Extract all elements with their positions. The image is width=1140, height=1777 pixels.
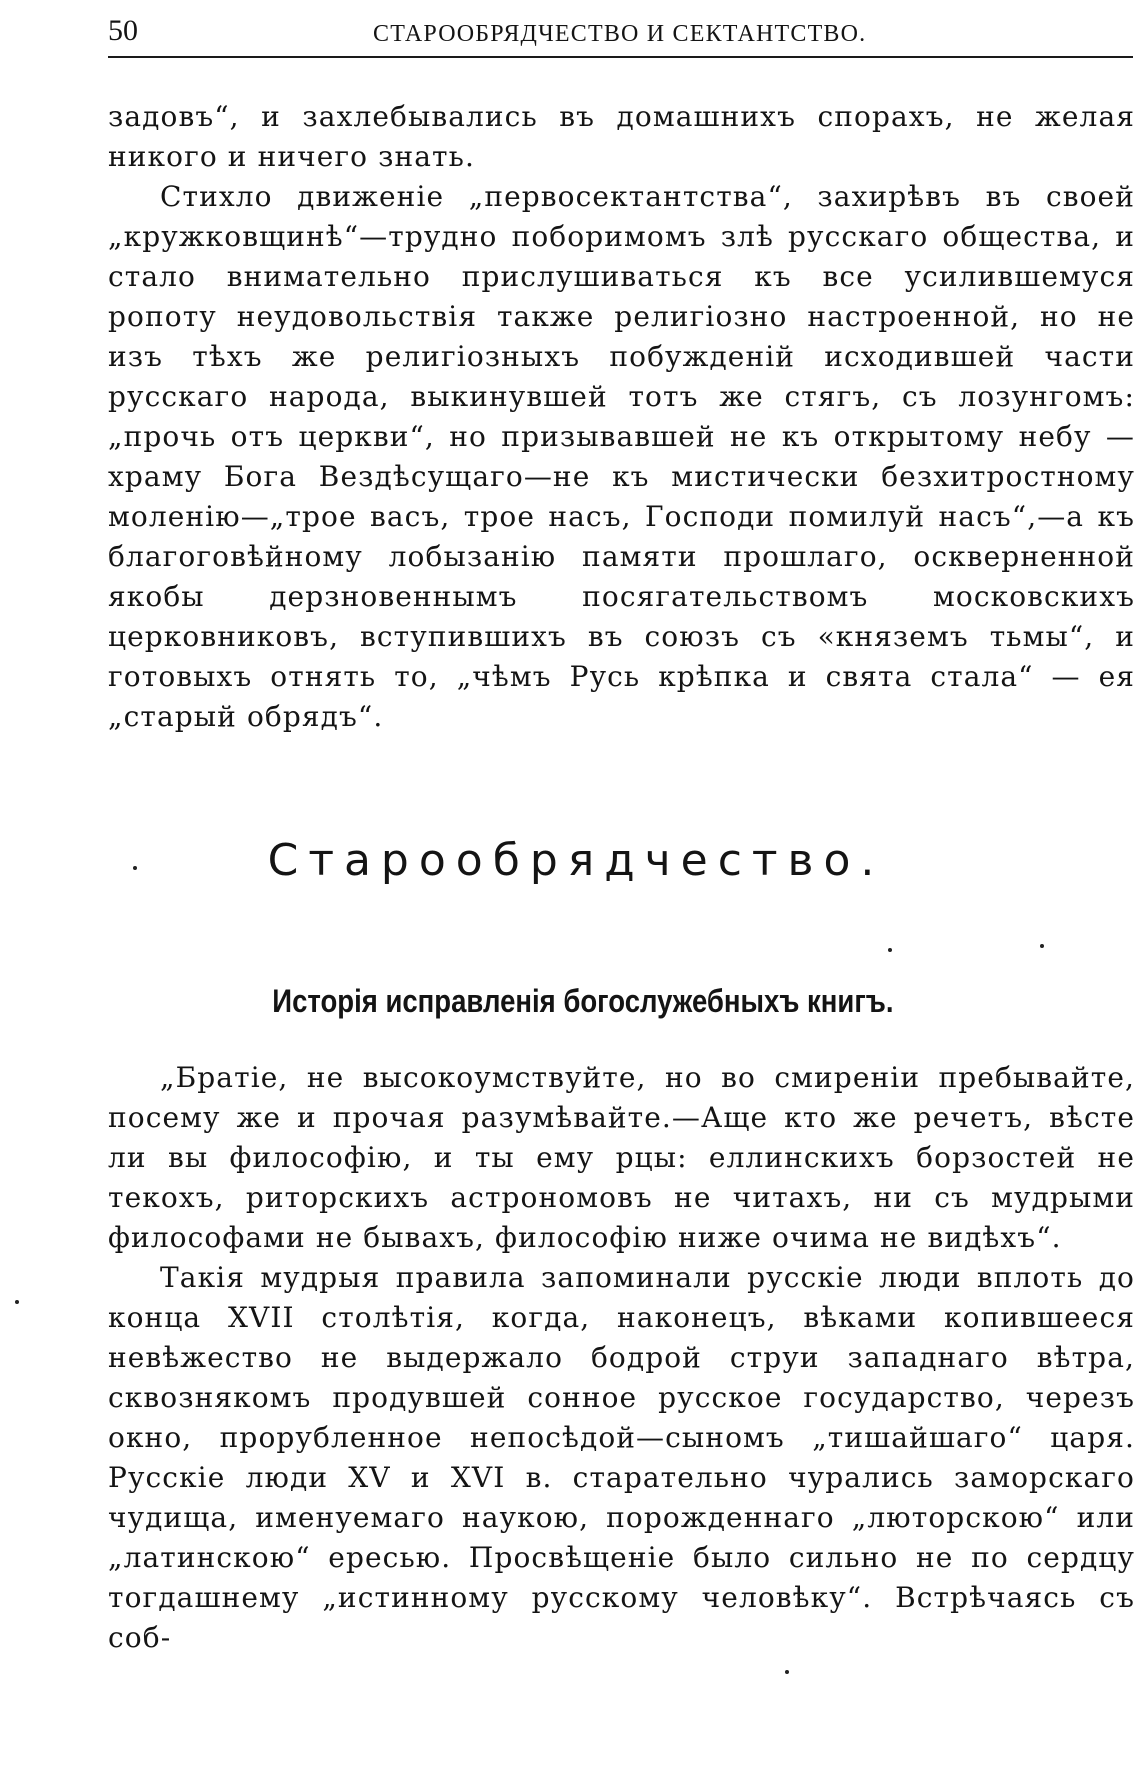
paragraph-quotation: „Братіе, не высокоумствуйте, но во смиреніи пребывайте, посему же и прочая разумѣвайте.—Аще кто же речетъ, вѣсте ли вы философію, и ты ему рцы: еллинскихъ борзостей не текохъ, риторскихъ астрономовъ не читахъ, ни съ мудрыми философами не бывахъ, философію ниже очима не видѣхъ“. <box>108 1061 1135 1254</box>
running-title: СТАРООБРЯДЧЕСТВО И СЕКТАНТСТВО. <box>373 21 867 47</box>
paragraph-continuation: задовъ“, и захлебывались въ домашнихъ спорахъ, не желая никого и ничего знать. <box>108 100 1135 173</box>
section-title: Старообрядчество. <box>267 835 885 886</box>
paragraph-sectarianism: Стихло движеніе „первосектантства“, захирѣвъ въ своей „кружковщинѣ“—трудно поборимомъ злѣ русскаго общества, и стало внимательно прислушиваться къ все усилившемуся ропоту неудовольствія также религіозно настроенной, но не изъ тѣхъ же религіозныхъ побужденій исходившей части русскаго народа, выкинувшей тотъ же стягъ, съ лозунгомъ: „прочь отъ церкви“, но призывавшей не къ открытому небу — храму Бога Вездѣсущаго—не къ мистически безхитростному моленію—„трое васъ, трое насъ, Господи помилуй насъ“,—а къ благоговѣйному лобызанію памяти прошлаго, оскверненной якобы дерзновеннымъ посягательствомъ московскихъ церковниковъ, вступившихъ въ союзъ съ «княземъ тьмы“, и готовыхъ отнять то, „чѣмъ Русь крѣпка и свята стала“ — ея „старый обрядъ“. <box>108 180 1135 733</box>
page-number: 50 <box>108 14 138 47</box>
print-speck <box>785 1670 789 1674</box>
print-speck <box>1040 944 1044 948</box>
print-speck <box>15 1300 19 1304</box>
print-speck <box>888 948 892 952</box>
subsection-title: Исторія исправленія богослужебныхъ книгъ. <box>272 983 894 1019</box>
print-speck <box>133 866 137 870</box>
running-header <box>108 8 1133 58</box>
paragraph-history: Такія мудрыя правила запоминали русскіе люди вплоть до конца XVII столѣтія, когда, наконецъ, вѣками копившееся невѣжество не выдержало бодрой струи западнаго вѣтра, сквознякомъ продувшей сонное русское государство, черезъ окно, прорубленное непосѣдой—сыномъ „тишайшаго“ царя. Русскіе люди XV и XVI в. старательно чурались заморскаго чудища, именуемаго наукою, порожденнаго „люторскою“ или „латинскою“ ересью. Просвѣщеніе было сильно не по сердцу тогдашнему „истинному русскому человѣку“. Встрѣчаясь съ соб- <box>108 1261 1135 1654</box>
